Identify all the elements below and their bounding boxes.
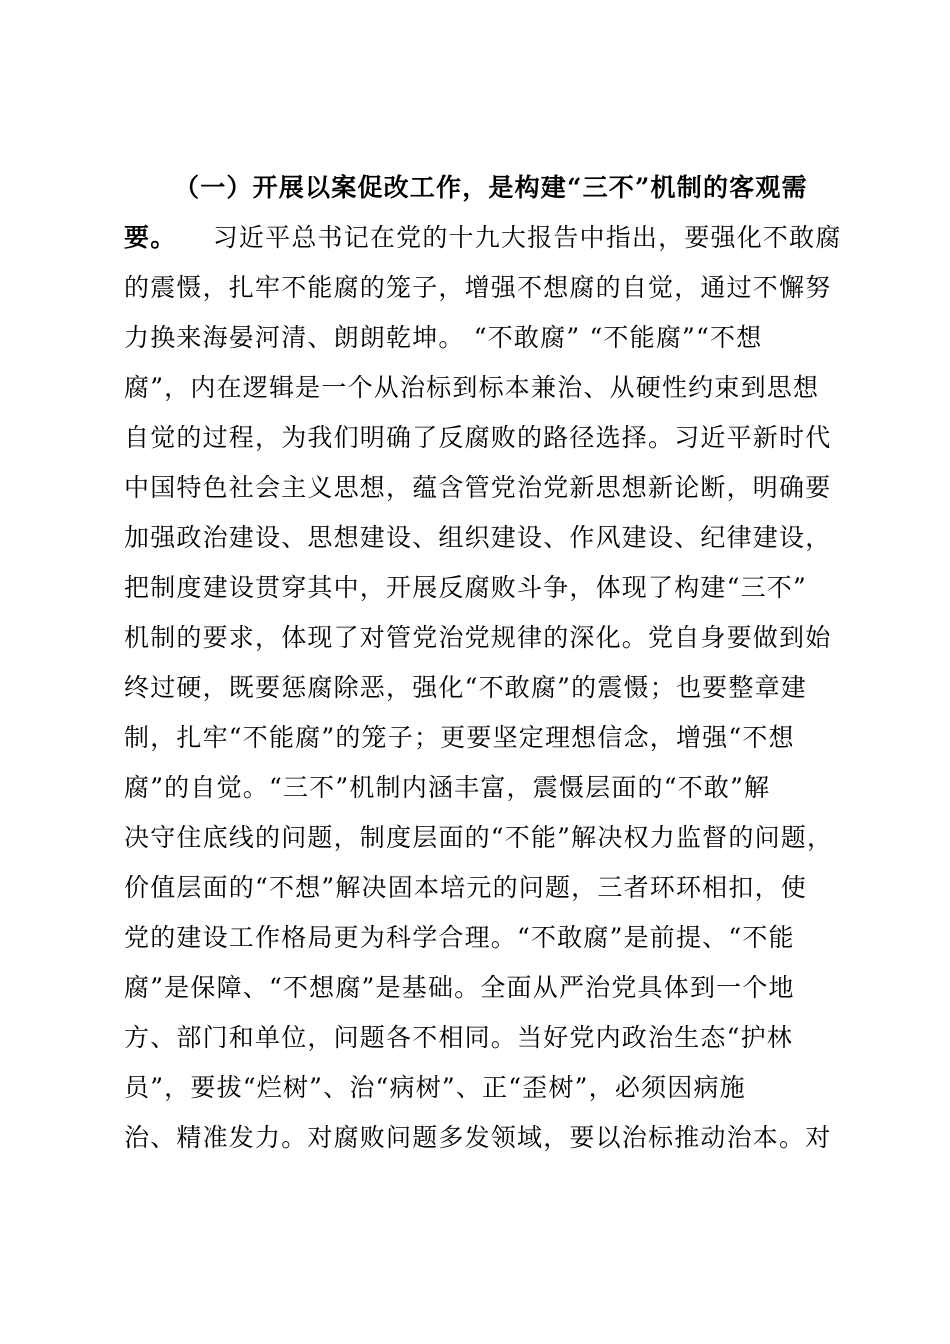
paragraph-line-5: 自觉的过程，为我们明确了反腐败的路径选择。习近平新时代 (124, 423, 832, 452)
paragraph-line-14: 价值层面的“不想”解决固本培元的问题，三者环环相扣，使 (124, 873, 807, 902)
paragraph-line-11: 制，扎牢“不能腐”的笼子；更要坚定理想信念，增强“不想 (124, 723, 795, 752)
paragraph-line-1-text: 习近平总书记在党的十九大报告中指出，要强化不敢腐 (212, 223, 842, 252)
paragraph-line-4: 腐”，内在逻辑是一个从治标到标本兼治、从硬性约束到思想 (124, 373, 820, 402)
paragraph-line-7: 加强政治建设、思想建设、组织建设、作风建设、纪律建设， (124, 523, 832, 552)
paragraph-line-2: 的震慑，扎牢不能腐的笼子，增强不想腐的自觉，通过不懈努 (124, 273, 832, 302)
paragraph-line-12: 腐”的自觉。“三不”机制内涵丰富，震慑层面的“不敢”解 (124, 773, 771, 802)
paragraph-line-17: 方、部门和单位，问题各不相同。当好党内政治生态“护林 (124, 1023, 793, 1052)
paragraph-line-1 (124, 223, 842, 253)
paragraph-line-6: 中国特色社会主义思想，蕴含管党治党新思想新论断，明确要 (124, 473, 832, 502)
section-heading-end: 要。 (124, 223, 177, 252)
paragraph-line-19: 治、精准发力。对腐败问题多发领域，要以治标推动治本。对 (124, 1123, 832, 1152)
paragraph-line-10: 终过硬，既要惩腐除恶，强化“不敢腐”的震慑；也要整章建 (124, 673, 807, 702)
paragraph-line-13: 决守住底线的问题，制度层面的“不能”解决权力监督的问题， (124, 823, 834, 852)
paragraph-line-18: 员”，要拔“烂树”、治“病树”、正“歪树”，必须因病施 (124, 1073, 746, 1102)
paragraph-line-15: 党的建设工作格局更为科学合理。“不敢腐”是前提、“不能 (124, 923, 795, 952)
paragraph-line-8: 把制度建设贯穿其中，开展反腐败斗争，体现了构建“三不” (124, 573, 807, 602)
paragraph-line-3: 力换来海晏河清、朗朗乾坤。 “不敢腐” “不能腐”“不想 (124, 323, 763, 352)
paragraph-line-16: 腐”是保障、“不想腐”是基础。全面从严治党具体到一个地 (124, 973, 795, 1002)
paragraph-line-9: 机制的要求，体现了对管党治党规律的深化。党自身要做到始 (124, 623, 832, 652)
section-heading: （一）开展以案促改工作，是构建“三不”机制的客观需 (174, 173, 808, 202)
